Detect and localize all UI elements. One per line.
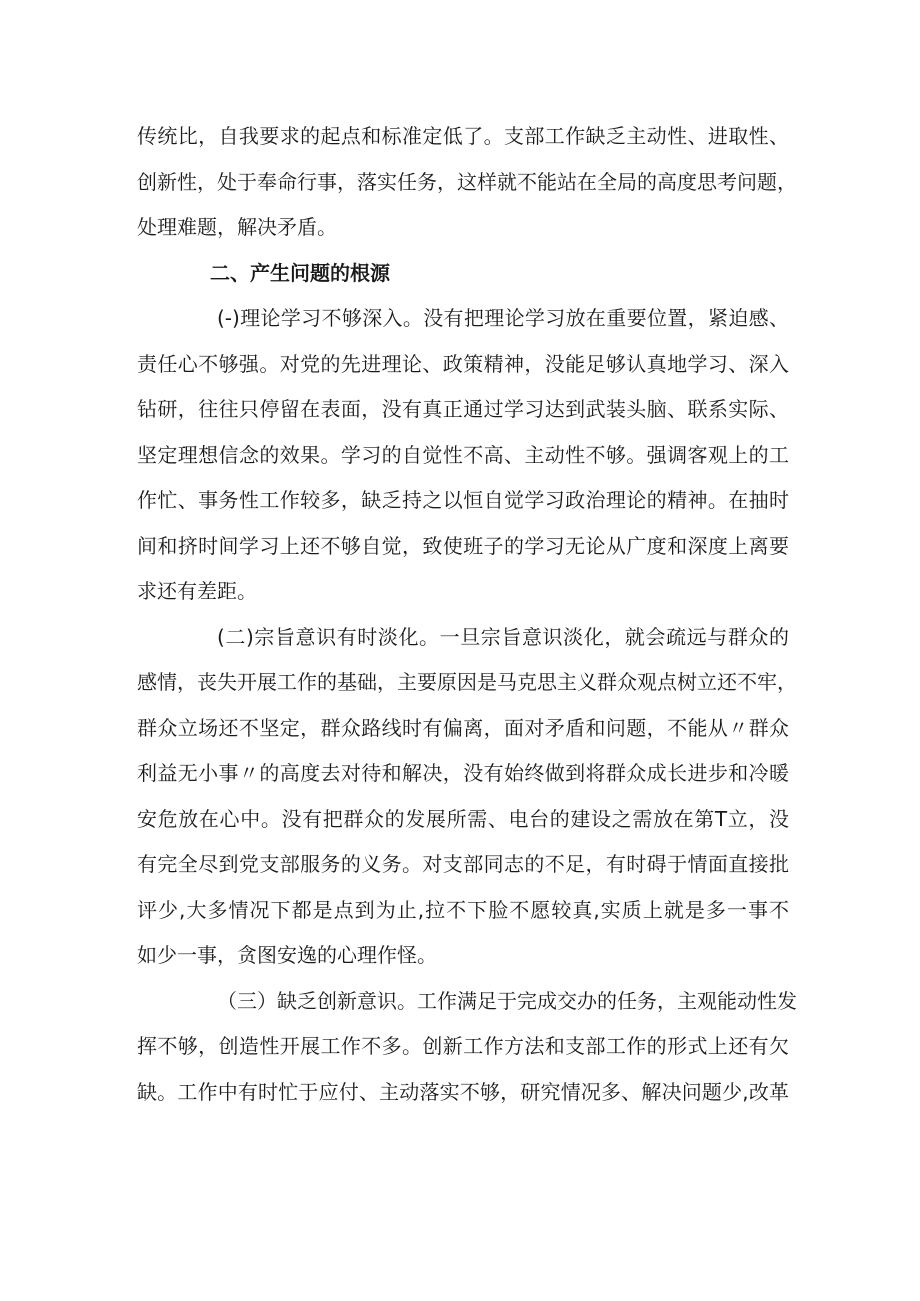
text-line: 群众立场还不坚定，群众路线时有偏离，面对矛盾和问题，不能从〃群众 [137,715,789,740]
text-line: 坚定理想信念的效果。学习的自觉性不高、主动性不够。强调客观上的工 [137,442,789,467]
text-line: 评少,大多情况下都是点到为止,拉不下脸不愿较真,实质上就是多一事不 [137,897,789,922]
text-line: 作忙、事务性工作较多，缺乏持之以恒自觉学习政治理论的精神。在抽时 [137,488,789,512]
text-line: 安危放在心中。没有把群众的发展所需、电台的建设之需放在第T立，没 [137,806,789,831]
section-heading: 二、产生问题的根源 [210,260,390,285]
text-line: 责任心不够强。对党的先进理论、政策精神，没能足够认真地学习、深入 [137,351,789,376]
text-line: 处理难题，解决矛盾。 [137,215,337,239]
text-line: 钻研，往往只停留在表面，没有真正通过学习达到武装头脑、联系实际、 [137,397,789,421]
text-line: 如少一事，贪图安逸的心理作怪。 [137,943,437,967]
document-body [137,114,797,1115]
text-line: 创新性，处于奉命行事，落实任务，这样就不能站在全局的高度思考问题， [137,169,797,194]
text-line: 利益无小事〃的高度去对待和解决，没有始终做到将群众成长进步和冷暖 [137,761,789,785]
text-line: 有完全尽到党支部服务的义务。对支部同志的不足，有时碍于情面直接批 [137,852,789,876]
text-line: 求还有差距。 [137,579,257,603]
text-line: 缺。工作中有时忙于应付、主动落实不够，研究情况多、解决问题少,改革 [137,1079,789,1104]
text-line: 间和挤时间学习上还不够自觉，致使班子的学习无论从广度和深度上离要 [137,533,789,558]
text-line: 感情，丧失开展工作的基础，主要原因是马克思主义群众观点树立还不牢， [137,670,797,694]
paragraph-start-line: (二)宗旨意识有时淡化。一旦宗旨意识淡化，就会疏远与群众的 [217,624,789,649]
paragraph-start-line: （三）缺乏创新意识。工作满足于完成交办的任务，主观能动性发 [217,988,797,1013]
text-line: 挥不够，创造性开展工作不多。创新工作方法和支部工作的形式上还有欠 [137,1034,789,1058]
text-line: 传统比，自我要求的起点和标准定低了。支部工作缺乏主动性、进取性、 [137,124,789,148]
paragraph-start-line: (-)理论学习不够深入。没有把理论学习放在重要位置，紧迫感、 [217,306,789,330]
